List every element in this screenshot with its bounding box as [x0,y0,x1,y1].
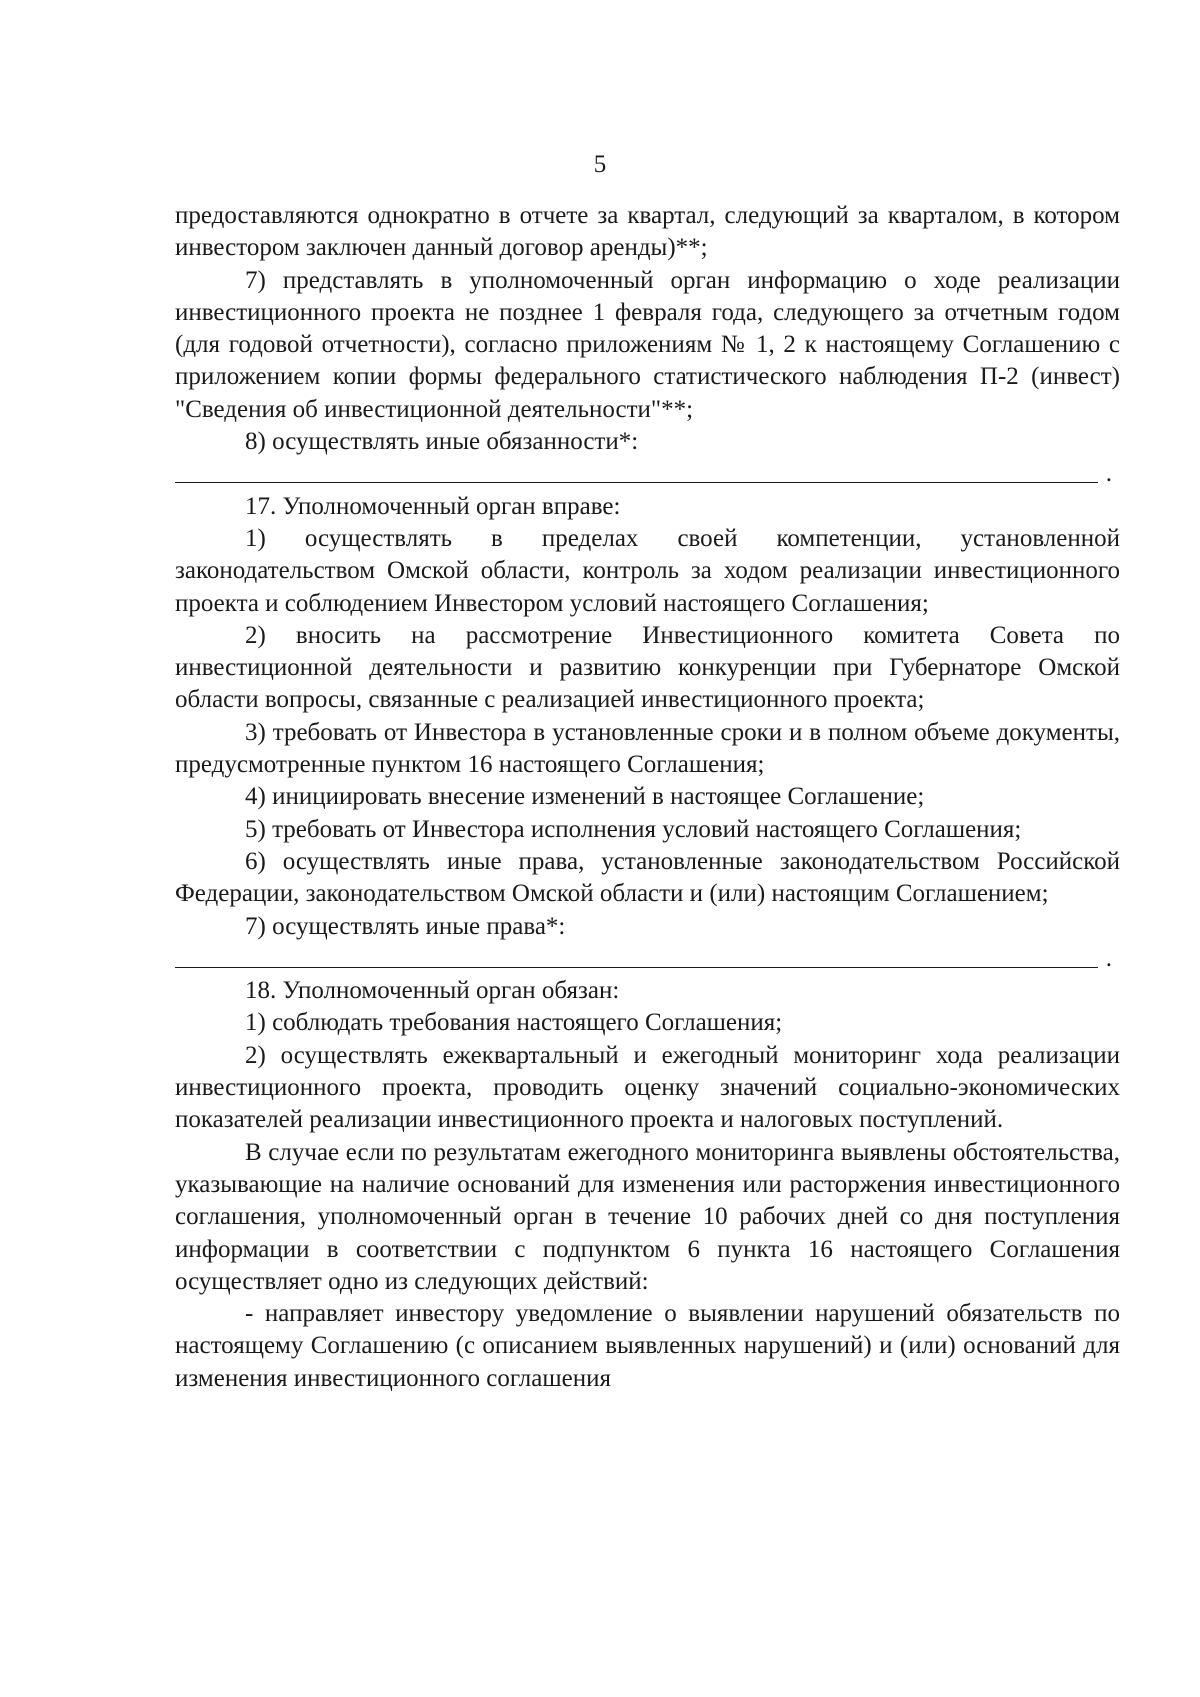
paragraph-18-1: 1) соблюдать требования настоящего Соглашения; [245,1009,783,1037]
paragraph-17-7: 7) осуществлять иные права*: [245,912,566,940]
paragraph-17-3: 3) требовать от Инвестора в установленные сроки и в полном объеме документы, предусмотренные пунктом 16 настоящего Соглашения; [175,718,1120,779]
underline-rule [175,482,1098,483]
paragraph-17-4: 4) инициировать внесение изменений в настоящее Соглашение; [245,783,925,811]
paragraph-17-5: 5) требовать от Инвестора исполнения условий настоящего Соглашения; [245,815,1022,843]
blank-fill-line-rights [175,943,1112,975]
paragraph-17-6: 6) осуществлять иные права, установленные законодательством Российской Федерации, законодательством Омской области и (или) настоящим Соглашением; [175,847,1120,908]
paragraph-16-6-continuation: предоставляются однократно в отчете за квартал, следующий за кварталом, в котором инвестором заключен данный договор аренды)**; [175,202,1120,262]
blank-fill-line-obligations [175,458,1112,490]
page-number: 5 [593,151,607,178]
paragraph-18-2: 2) осуществлять ежеквартальный и ежегодный мониторинг хода реализации инвестиционного проекта, проводить оценку значений социально-экономических показателей реализации инвестиционного проекта и налоговых поступлений. [175,1041,1120,1134]
document-body [175,200,1120,1395]
paragraph-18-monitoring: В случае если по результатам ежегодного мониторинга выявлены обстоятельства, указывающие на наличие оснований для изменения или расторжения инвестиционного соглашения, уполномоченный орган в течение 10 рабочих дней со дня поступления информации в соответствии с подпунктом 6 пункта 16 настоящего Соглашения осуществляет одно из следующих действий: [175,1138,1120,1295]
paragraph-17-2: 2) вносить на рассмотрение Инвестиционного комитета Совета по инвестиционной деятельности и развитию конкуренции при Губернаторе Омской области вопросы, связанные с реализацией инвестиционного проекта; [175,621,1120,714]
paragraph-18-notice: - направляет инвестору уведомление о выявлении нарушений обязательств по настоящему Соглашению (с описанием выявленных нарушений) и (или) оснований для изменения инвестиционного соглашения [175,1300,1120,1392]
underline-rule [175,967,1098,968]
section-18-heading: 18. Уполномоченный орган обязан: [245,977,620,1005]
paragraph-16-8: 8) осуществлять иные обязанности*: [245,428,639,456]
blank-line-period: . [1105,944,1112,972]
paragraph-17-1: 1) осуществлять в пределах своей компетенции, установленной законодательством Омской области, контроль за ходом реализации инвестиционного проекта и соблюдением Инвестором условий настоящего Соглашения; [175,524,1120,617]
section-17-heading: 17. Уполномоченный орган вправе: [245,492,621,520]
paragraph-16-7: 7) представлять в уполномоченный орган информацию о ходе реализации инвестиционного проекта не позднее 1 февраля года, следующего за отчетным годом (для годовой отчетности), согласно приложениям № 1, 2 к настоящему Соглашению с приложением копии формы федерального статистического наблюдения П-2 (инвест) "Сведения об инвестиционной деятельности"**; [175,266,1120,423]
blank-line-period: . [1105,460,1112,488]
